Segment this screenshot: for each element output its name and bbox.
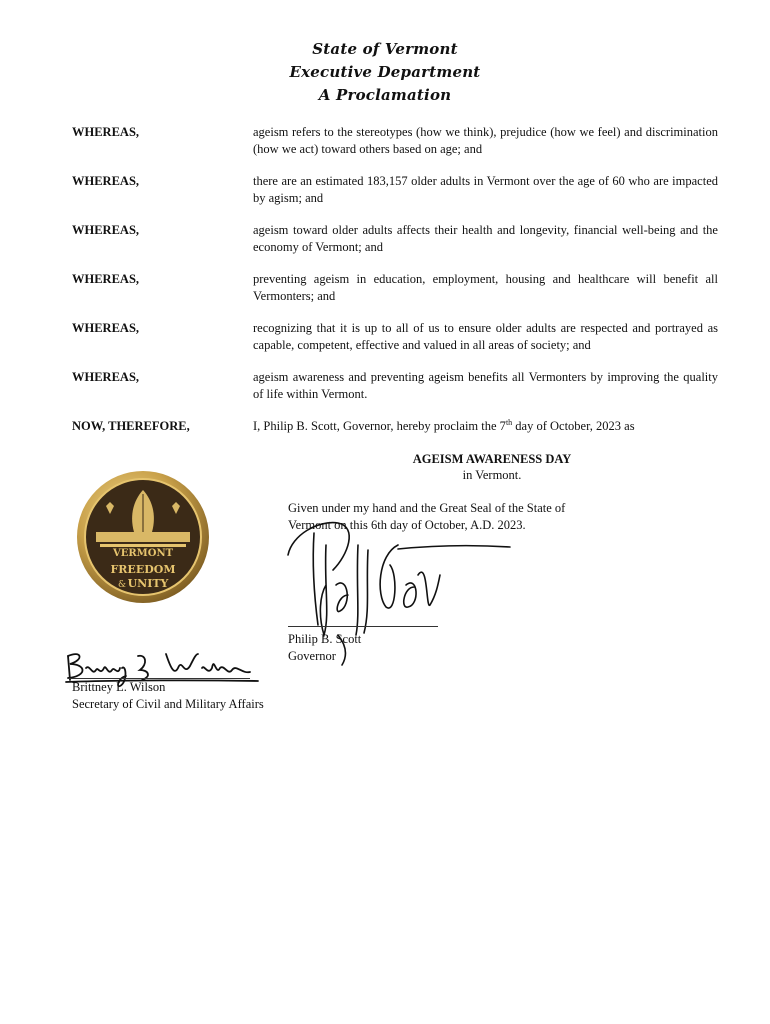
proclaimed-day-place: in Vermont. xyxy=(462,468,522,482)
clause-lead: WHEREAS, xyxy=(72,223,140,237)
clause-text: preventing ageism in education, employment, housing and healthcare will benefit all Vermonters; and xyxy=(253,272,718,303)
now-therefore-clause xyxy=(72,418,718,435)
clause-lead: WHEREAS, xyxy=(72,125,140,139)
secretary-name: Brittney L. Wilson xyxy=(72,680,166,694)
secretary-block xyxy=(72,679,264,713)
clause-text: ageism awareness and preventing ageism benefits all Vermonters by improving the quality of life within Vermont. xyxy=(253,370,718,401)
clause-text: ageism toward older adults affects their health and longevity, financial well-being and the economy of Vermont; and xyxy=(253,223,718,254)
governor-signature-line xyxy=(288,626,438,627)
proclaim-text-end: day of October, 2023 as xyxy=(512,419,635,433)
seal-freedom-text: FREEDOM xyxy=(110,563,176,576)
great-seal-image xyxy=(76,470,210,604)
clause-text: ageism refers to the stereotypes (how we think), prejudice (how we feel) and discrimination (how we act) toward others based on age; and xyxy=(253,125,718,156)
clause-text: there are an estimated 183,157 older adults in Vermont over the age of 60 who are impacted by agism; and xyxy=(253,174,718,205)
governor-name: Philip B. Scott xyxy=(288,632,362,646)
given-line-2: Vermont on this 6th day of October, A.D. 2023. xyxy=(288,518,526,532)
whereas-clause xyxy=(72,222,718,255)
seal-vermont-text: VERMONT xyxy=(112,548,174,559)
proclamation-header xyxy=(0,38,770,107)
whereas-clause xyxy=(72,173,718,206)
whereas-clause xyxy=(72,369,718,402)
secretary-title: Secretary of Civil and Military Affairs xyxy=(72,697,264,711)
given-line-1: Given under my hand and the Great Seal of the State of xyxy=(288,501,566,515)
proclamation-title: A Proclamation xyxy=(318,86,452,104)
clause-lead: WHEREAS, xyxy=(72,272,140,286)
governor-block xyxy=(288,631,361,665)
proclaim-text-start: I, Philip B. Scott, Governor, hereby proclaim the 7 xyxy=(253,419,506,433)
seal-unity-text: UNITY xyxy=(127,577,169,590)
whereas-clause xyxy=(72,124,718,157)
whereas-clause xyxy=(72,320,718,353)
whereas-clause xyxy=(72,271,718,304)
clause-lead: WHEREAS, xyxy=(72,174,140,188)
proclaimed-day xyxy=(352,451,632,483)
ordinal-suffix: th xyxy=(505,417,513,427)
governor-title: Governor xyxy=(288,649,336,663)
clause-lead: WHEREAS, xyxy=(72,321,140,335)
clause-lead: NOW, THEREFORE, xyxy=(72,419,190,433)
department-title: Executive Department xyxy=(289,63,481,81)
clause-text: recognizing that it is up to all of us to ensure older adults are respected and portrayed as capable, competent, effective and valued in all areas of society; and xyxy=(253,321,718,352)
clause-lead: WHEREAS, xyxy=(72,370,140,384)
seal-ampersand-text: & xyxy=(117,580,127,590)
proclaimed-day-name: AGEISM AWARENESS DAY xyxy=(412,452,572,466)
state-title: State of Vermont xyxy=(312,40,458,58)
clause-text xyxy=(253,418,718,435)
